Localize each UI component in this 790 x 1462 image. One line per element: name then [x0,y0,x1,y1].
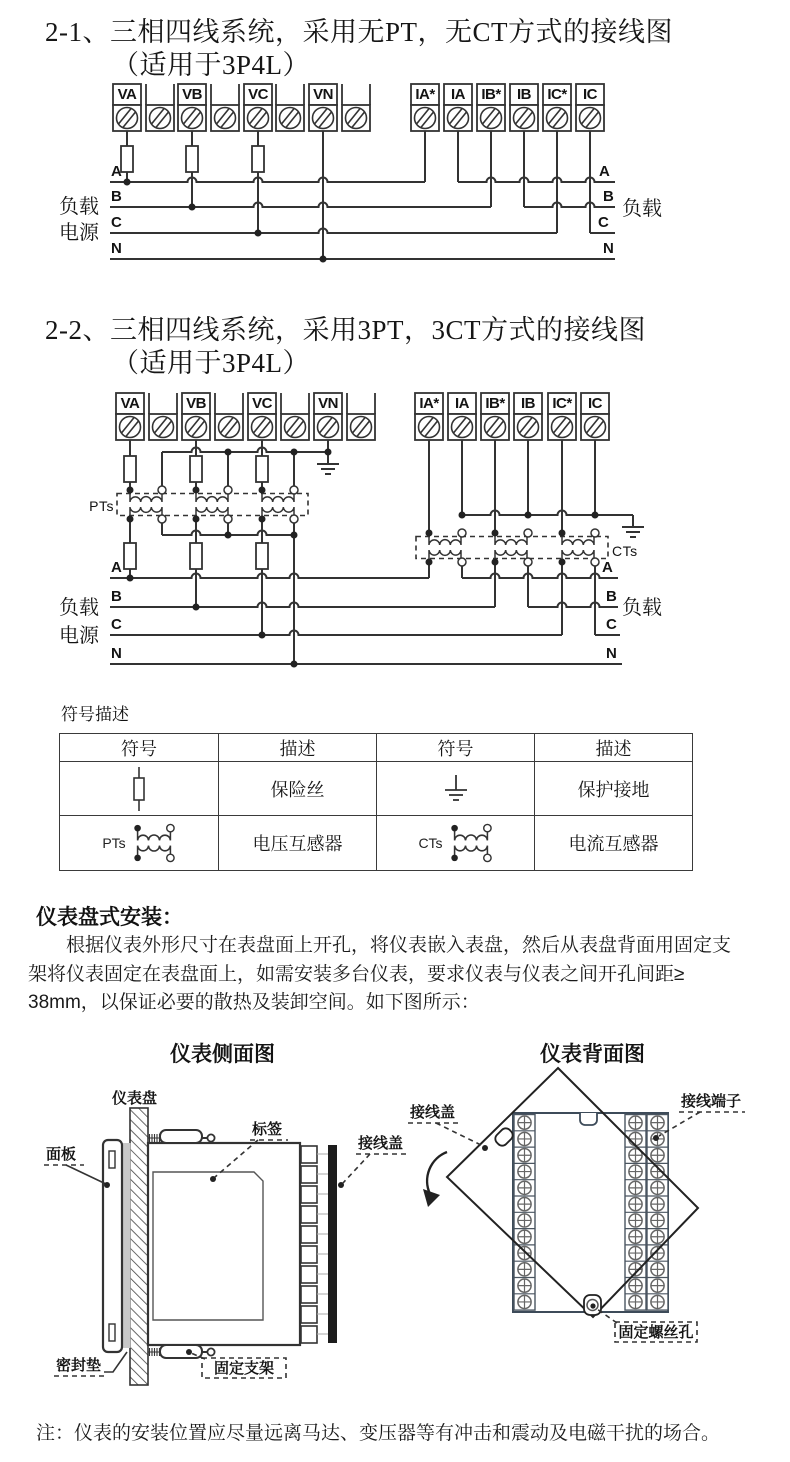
meter-back-view [400,1060,790,1400]
terminal-cell [301,1186,317,1203]
terminal-rails [342,84,370,105]
bracket-label: 固定支架 [213,1360,275,1377]
paragraph-line: 根据仪表外形尺寸在表盘面上开孔，将仪表嵌入表盘，然后从表盘背面用固定支 [28,935,732,956]
terminal-label: VB [186,395,206,412]
top-notch [580,1113,597,1125]
wiring-diagram-3pt-3ct-3p4l [0,385,790,685]
panel-board-label: 仪表盘 [112,1090,158,1107]
phase-label: B [111,188,122,205]
table-cell: 电压互感器 [218,815,376,870]
fuse-symbol [252,146,264,172]
terminal-label: IA [451,86,465,103]
fuse-symbol [124,543,136,569]
installation-paragraph [28,932,770,1018]
phase-label: C [111,616,122,633]
fixing-screw [584,1295,601,1315]
terminal-cell [301,1166,317,1183]
pt-group-label: PTs [89,498,114,514]
terminal-rails [347,393,375,414]
terminal-screw [248,414,276,440]
pt-secondary-common [162,448,328,453]
table-header: 符号 [376,734,534,761]
terminal-label: IB* [485,395,505,412]
terminal-strip-side [301,1146,328,1343]
fuse-symbol [256,456,268,482]
display-window [153,1172,263,1320]
fuse-symbol [190,543,202,569]
terminal-label: VC [248,86,268,103]
section-2-2-title: 2-2、三相四线系统，采用3PT，3CT方式的接线图 [45,315,647,345]
terminal-cell [301,1286,317,1303]
gasket-label: 密封垫 [56,1357,102,1374]
terminal-label: VC [252,395,272,412]
pt-symbol [262,490,294,519]
terminal-rails [149,393,177,414]
terminal-screw [543,105,571,131]
terminal-label: IB [517,86,531,103]
tag-label: 标签 [252,1121,283,1138]
terminal-screw [347,414,375,440]
pt-symbol [196,490,228,519]
back-view-title: 仪表背面图 [540,1043,645,1066]
side-view-title: 仪表侧面图 [170,1043,275,1066]
terminal-screw [548,414,576,440]
fuse-symbol-cell [60,761,218,815]
phase-label: N [111,240,122,257]
ct-symbol [495,533,527,562]
fuse-symbol [121,146,133,172]
terminal-screw [113,105,141,131]
terminal-screw [411,105,439,131]
phase-label: C [598,214,609,231]
ct-symbol [562,533,594,562]
terminal-screw [342,105,370,131]
terminal-cell [301,1306,317,1323]
terminal-label: VN [313,86,333,103]
terminal-rails [146,84,174,105]
table-header: 描述 [218,734,376,761]
terminal-cell [301,1146,317,1163]
phase-label: B [603,188,614,205]
source-label: 电源 [59,625,99,647]
phase-c-line [110,229,615,234]
terminal-screw [211,105,239,131]
terminals-label: 接线端子 [681,1093,742,1110]
terminal-label: VB [182,86,202,103]
terminal-screw [514,414,542,440]
terminal-screw [182,414,210,440]
leader-dot [186,1349,192,1355]
phase-label: C [606,616,617,633]
ct-group-label: CTs [612,543,638,559]
table-header: 符号 [121,738,157,759]
source-load-label: 负载 [59,597,99,619]
table-cell: 保险丝 [218,761,376,815]
terminal-label: IC [583,86,597,103]
terminal-label: IA* [419,395,439,412]
terminal-label: IC* [547,86,567,103]
phase-label: C [111,214,122,231]
terminal-screw [276,105,304,131]
terminal-label: VN [318,395,338,412]
wiring-cover-bar [328,1145,337,1343]
paragraph-line: 38mm，以保证必要的散热及装卸空间。如下图所示： [28,992,480,1013]
terminal-screw [314,414,342,440]
wiring-cover-label: 接线盖 [358,1135,404,1152]
section-2-1-subtitle: （适用于3P4L） [112,50,311,80]
leader-dot [338,1182,344,1188]
wire [429,440,595,533]
leader-dot [482,1145,488,1151]
terminal-screw [477,105,505,131]
meter-side-view [20,1080,420,1395]
front-panel-bezel [103,1140,122,1352]
fuse-symbol [124,456,136,482]
phase-label: A [602,559,613,576]
phase-label: B [606,588,617,605]
source-load-label: 负载 [59,196,99,218]
terminal-screw [448,414,476,440]
table-header: 描述 [534,734,692,761]
terminal-screw [415,414,443,440]
fixing-bracket-top [148,1130,215,1143]
terminal-screw [576,105,604,131]
terminal-screw [244,105,272,131]
terminal-rails [215,393,243,414]
phase-label: A [599,163,610,180]
leader-dot [104,1182,110,1188]
phase-label: N [603,240,614,257]
terminal-screw [178,105,206,131]
table-cell: 保护接地 [534,761,692,815]
terminal-rails [211,84,239,105]
wire [130,440,328,490]
junction-dots [124,179,327,263]
installation-heading: 仪表盘式安装： [36,906,183,929]
terminal-label: IC [588,395,602,412]
phase-b-line [110,203,615,208]
fuse-symbol [186,146,198,172]
terminal-cell [301,1226,317,1243]
phase-label: B [111,588,122,605]
terminal-label: IC* [552,395,572,412]
wiring-diagram-direct-3p4l [0,75,790,297]
phase-label: A [111,163,122,180]
ct-label: CTs [418,835,443,851]
bezel-slot [109,1324,115,1341]
screw-hole-label: 固定螺丝孔 [618,1324,694,1341]
terminal-screw [146,105,174,131]
terminal-cell [301,1326,317,1343]
terminal-screw [444,105,472,131]
wire [429,562,595,635]
leader-dot [210,1176,216,1182]
phase-a-line [110,574,618,579]
terminal-screw [215,414,243,440]
terminal-screw [581,414,609,440]
phase-label: N [606,645,617,662]
terminal-label: IB* [481,86,501,103]
ct-secondary-common [462,511,633,516]
wire [130,519,294,664]
symbol-table [59,733,693,871]
front-panel-label: 面板 [46,1146,77,1163]
terminal-cell [301,1206,317,1223]
ground-symbol-cell [376,761,534,815]
ground-symbol [622,515,644,537]
fuse-symbol [256,543,268,569]
terminal-screw [481,414,509,440]
sealing-gasket [123,1143,131,1348]
section-2-2-subtitle: （适用于3P4L） [112,348,311,378]
bezel-slot [109,1151,115,1168]
load-label: 负载 [622,198,662,220]
leader-dot [653,1135,659,1141]
phase-c-line [110,631,620,636]
terminal-screw [149,414,177,440]
terminal-rails [281,393,309,414]
terminal-label: IA* [415,86,435,103]
source-label: 电源 [59,222,99,244]
terminal-screw [281,414,309,440]
phase-b-line [110,603,618,608]
ct-symbol-cell [376,815,534,870]
terminal-label: VA [117,86,137,103]
rotation-arrow [423,1152,447,1207]
terminal-label: VA [120,395,140,412]
section-2-1-title: 2-1、三相四线系统，采用无PT，无CT方式的接线图 [45,17,674,47]
installation-note: 注：仪表的安装位置应尽量远离马达、变压器等有冲击和震动及电磁干扰的场合。 [36,1423,721,1444]
terminal-cell [301,1246,317,1263]
terminal-strip [113,84,604,131]
terminal-strip [116,393,609,440]
terminal-label: IB [521,395,535,412]
terminal-screw [309,105,337,131]
terminal-screw [116,414,144,440]
terminal-screw [510,105,538,131]
wiring-cover-label: 接线盖 [410,1104,456,1121]
fuse-symbol [190,456,202,482]
ct-symbol [429,533,461,562]
terminal-label: IA [455,395,469,412]
phase-label: N [111,645,122,662]
mounting-panel [130,1108,148,1385]
paragraph-line: 架将仪表固定在表盘面上，如需安装多台仪表，要求仪表与仪表之间开孔间距≥ [28,963,685,985]
terminal-cell [301,1266,317,1283]
terminal-rails [276,84,304,105]
fixing-bracket-bottom [148,1345,215,1358]
symbol-table-caption: 符号描述 [61,705,129,724]
pt-symbol-cell [60,815,218,870]
load-label: 负载 [622,597,662,619]
phase-label: A [111,559,122,576]
pt-label: PTs [102,835,126,851]
table-cell: 电流互感器 [534,815,692,870]
pt-symbol [130,490,162,519]
polarity-terminals [158,486,599,566]
phase-a-line [110,178,615,182]
